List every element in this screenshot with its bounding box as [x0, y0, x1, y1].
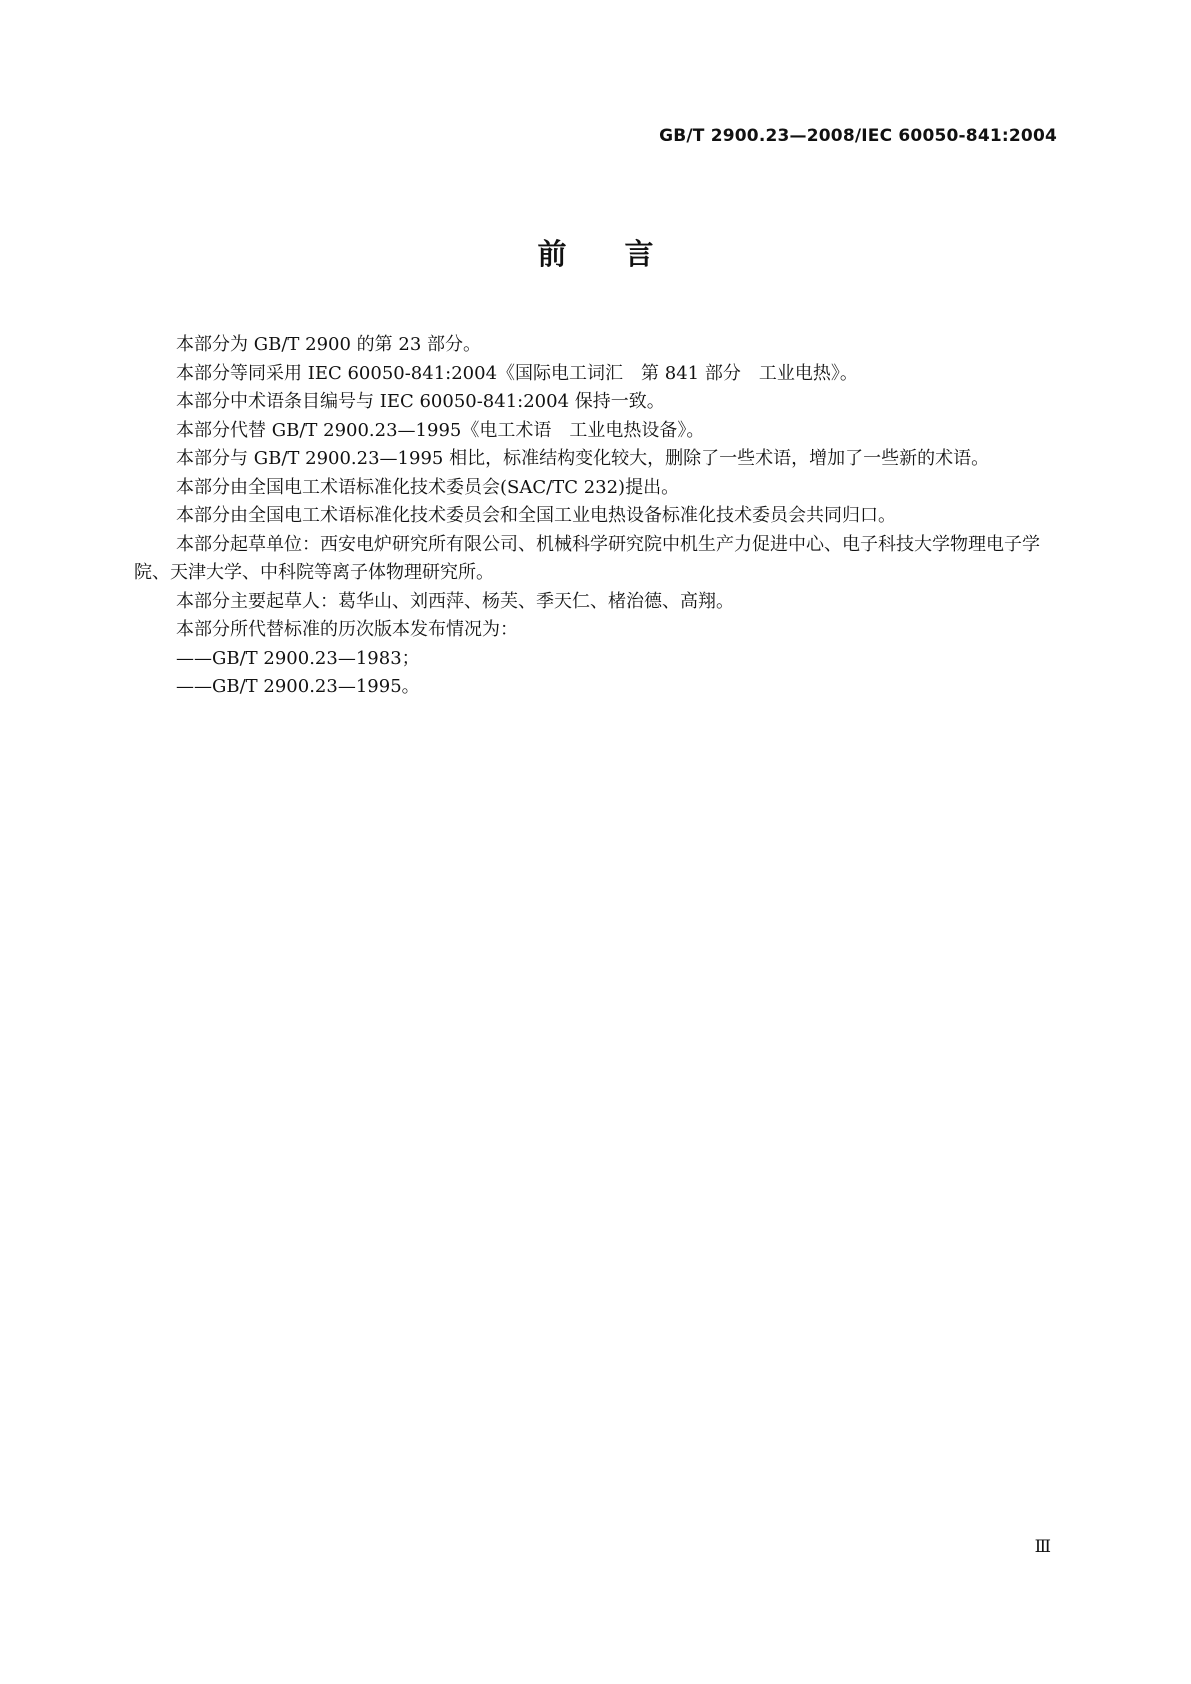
- paragraph: 本部分主要起草人：葛华山、刘西萍、杨芙、季天仁、楮治德、高翔。: [176, 590, 734, 612]
- paragraph: 本部分中术语条目编号与 IEC 60050-841:2004 保持一致。: [176, 391, 665, 412]
- previous-edition-item: ——GB/T 2900.23—1995。: [176, 676, 420, 697]
- foreword-body: [134, 331, 1064, 702]
- page-number: Ⅲ: [1034, 1537, 1051, 1557]
- paragraph: 本部分代替 GB/T 2900.23—1995《电工术语 工业电热设备》。: [176, 419, 705, 441]
- paragraph: 本部分为 GB/T 2900 的第 23 部分。: [176, 334, 481, 355]
- standard-number-header: GB/T 2900.23—2008/IEC 60050-841:2004: [659, 126, 1057, 146]
- paragraph: 本部分等同采用 IEC 60050-841:2004《国际电工词汇 第 841 部分 工业电热》。: [176, 362, 858, 384]
- paragraph-drafting-units: 本部分起草单位：西安电炉研究所有限公司、机械科学研究院中机生产力促进中心、电子科技大学物理电子学院、天津大学、中科院等离子体物理研究所。: [134, 533, 1040, 583]
- paragraph: 本部分与 GB/T 2900.23—1995 相比，标准结构变化较大，删除了一些术语，增加了一些新的术语。: [176, 448, 990, 469]
- paragraph: 本部分由全国电工术语标准化技术委员会和全国工业电热设备标准化技术委员会共同归口。: [176, 505, 896, 526]
- paragraph: 本部分所代替标准的历次版本发布情况为：: [176, 619, 518, 640]
- page-title: 前言: [537, 237, 712, 271]
- paragraph: 本部分由全国电工术语标准化技术委员会(SAC/TC 232)提出。: [176, 476, 680, 498]
- previous-edition-item: ——GB/T 2900.23—1983；: [176, 647, 420, 669]
